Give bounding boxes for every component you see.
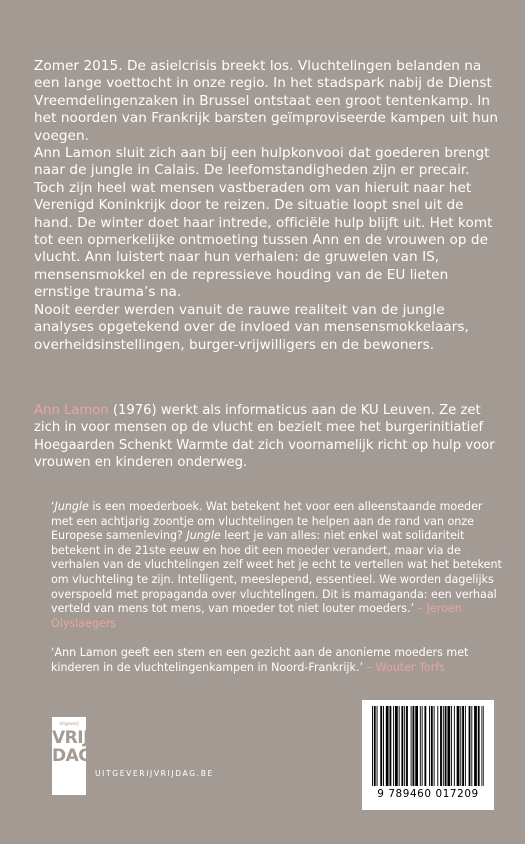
barcode-bar xyxy=(431,706,433,786)
barcode-bar xyxy=(412,706,414,786)
barcode-bar xyxy=(377,706,378,786)
synopsis xyxy=(34,58,504,354)
publisher-logo-small-text: Uitgeverij xyxy=(59,721,79,726)
quote-text: is een moederboek. Wat betekent het voor een alleenstaande moeder met een achtjarig zoontje om vluchtelingen te helpen aan de rand van onze Europese samenleving? xyxy=(51,500,483,543)
isbn-barcode xyxy=(362,700,494,810)
barcode-bar xyxy=(374,706,376,786)
barcode-bar xyxy=(389,706,391,786)
author-bio xyxy=(34,402,504,472)
quote-attribution: – Jeroen Olyslaegers xyxy=(51,602,462,630)
barcode-bar xyxy=(422,706,423,786)
barcode-bar xyxy=(415,706,418,786)
barcode-bar xyxy=(478,706,480,786)
barcode-bar xyxy=(483,706,484,786)
review-quote-2 xyxy=(51,646,505,675)
barcode-bar xyxy=(481,706,482,786)
barcode-bar xyxy=(401,706,403,786)
book-title: Jungle xyxy=(186,529,221,543)
barcode-bars xyxy=(372,706,484,790)
barcode-bar xyxy=(406,706,408,786)
quote-open-mark: ‘ xyxy=(51,500,55,513)
barcode-bar xyxy=(420,706,421,786)
publisher-website: UITGEVERIJVRIJDAG.BE xyxy=(95,769,214,778)
barcode-bar xyxy=(474,706,477,786)
barcode-bar xyxy=(471,706,472,786)
review-quote-1 xyxy=(51,500,505,631)
synopsis-paragraph-1: Zomer 2015. De asielcrisis breekt los. Vluchtelingen belanden na een lange voettocht in onze regio. In het stadspark nabij de Dienst Vreemdelingenzaken in Brussel ontstaat een groot tentenkamp. In het noorden van Frankrijk barsten geïmproviseerde kampen uit hun voegen. xyxy=(34,58,499,144)
barcode-bar xyxy=(437,706,438,786)
quote-attribution: – Wouter Torfs xyxy=(363,660,445,674)
publisher-logo xyxy=(52,717,92,795)
barcode-bar xyxy=(380,706,382,786)
barcode-bar xyxy=(386,706,389,786)
author-name: Ann Lamon xyxy=(34,403,109,418)
barcode-bar xyxy=(457,706,460,786)
barcode-bar xyxy=(469,706,471,786)
barcode-bar xyxy=(454,706,455,786)
barcode-bar xyxy=(460,706,461,786)
synopsis-paragraph-3: Nooit eerder werden vanuit de rauwe realiteit van de jungle analyses opgetekend over de invloed van mensensmokkelaars, overheidsinstellingen, burger-vrijwilligers en de bewoners. xyxy=(34,301,469,353)
barcode-bar xyxy=(443,706,444,786)
barcode-bar xyxy=(393,706,394,786)
quote-text: ‘Ann Lamon geeft een stem en een gezicht aan de anonieme moeders met kinderen in de vluchtelingenkampen in Noord-Frankrijk.’ xyxy=(51,646,469,674)
quote-text: leert je van alles: niet enkel wat solidariteit betekent in de 21ste eeuw en hoe dit een moeder verandert, maar via de verhalen van de vluchtelingen zelf weet het je echt te vertellen wat het betekent om vluchteling te zijn. Intelligent, meeslepend, essentieel. We worden dagelijks overspoeld met propaganda over vluchtelingen. Dit is mamaganda: een verhaal verteld van mens tot mens, van moeder tot niet louter moeders.’ xyxy=(51,529,502,616)
barcode-bar xyxy=(451,706,452,786)
barcode-bar xyxy=(399,706,400,786)
barcode-bar xyxy=(404,706,405,786)
author-bio-text: (1976) werkt als informaticus aan de KU Leuven. Ze zet zich in voor mensen op de vlucht en bezielt mee het burgerinitiatief Hoegaarden Schenkt Warmte dat zich voornamelijk richt op hulp voor vrouwen en kinderen onderweg. xyxy=(34,403,495,471)
barcode-bar xyxy=(372,706,373,786)
isbn-number: 9 789460 017209 xyxy=(377,788,479,800)
barcode-bar xyxy=(383,706,384,786)
barcode-bar xyxy=(424,706,426,786)
barcode-bar xyxy=(434,706,435,786)
barcode-bar xyxy=(440,706,442,786)
barcode-bar xyxy=(462,706,464,786)
barcode-bar xyxy=(447,706,450,786)
barcode-bar xyxy=(411,706,412,786)
barcode-bar xyxy=(445,706,447,786)
author-bio-paragraph xyxy=(34,402,504,472)
barcode-bar xyxy=(395,706,398,786)
barcode-bar xyxy=(465,706,466,786)
barcode-bar xyxy=(429,706,430,786)
publisher-logo-line-2: DAG xyxy=(52,746,92,766)
synopsis-paragraph-2: Ann Lamon sluit zich aan bij een hulpkonvooi dat goederen brengt naar de jungle in Calais. De leefomstandigheden zijn er precair. Toch zijn heel wat mensen vastberaden om van hieruit naar het Verenigd Koninkrijk door te reizen. De situatie loopt snel uit de hand. De winter doet haar intrede, officiële hulp blijft uit. Het komt tot een opmerkelijke ontmoeting tussen Ann en de vrouwen op de vlucht. Ann luistert naar hun verhalen: de gruwelen van IS, mensensmokkel en de repressieve houding van de EU lieten ernstige trauma’s na. xyxy=(34,145,493,301)
publisher-logo-line-1: VRIJ xyxy=(52,728,89,748)
book-title: Jungle xyxy=(54,500,89,513)
review-quotes xyxy=(51,500,505,676)
